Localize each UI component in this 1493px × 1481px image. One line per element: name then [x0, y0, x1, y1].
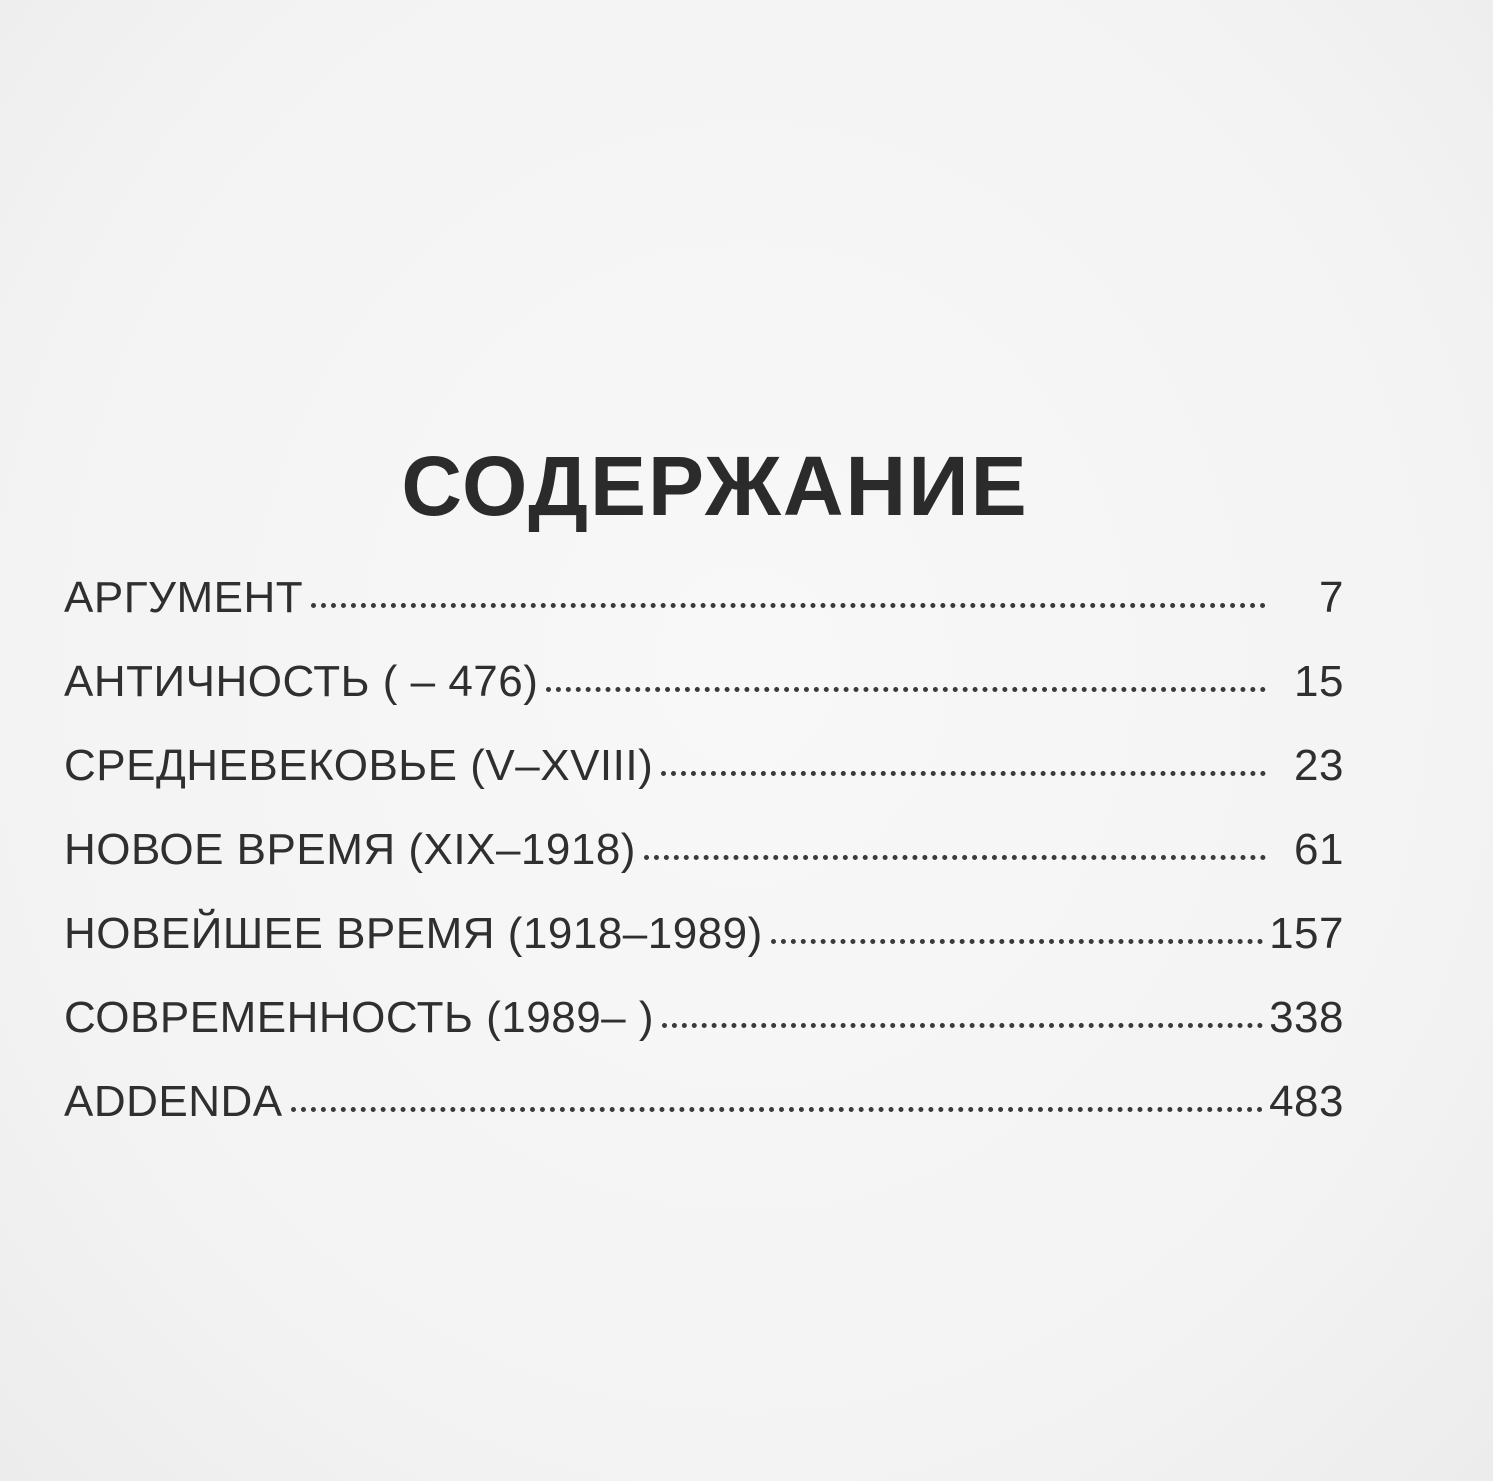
toc-entry-title: АРГУМЕНТ: [64, 573, 304, 622]
dot-leader: [311, 568, 1266, 612]
toc-entry: [64, 736, 1344, 820]
toc-entry-title: СРЕДНЕВЕКОВЬЕ (V–XVIII): [64, 741, 654, 790]
dot-leader: [291, 1072, 1263, 1116]
toc-entry-title: АНТИЧНОСТЬ ( – 476): [64, 657, 539, 706]
toc-entry-page: 15: [1294, 657, 1344, 706]
contents-heading: СОДЕРЖАНИЕ: [401, 439, 1029, 534]
toc-entry: [64, 568, 1344, 652]
toc-entry: [64, 988, 1344, 1072]
dot-leader: [546, 652, 1266, 696]
toc-entry-page: 338: [1269, 993, 1344, 1042]
toc-entry-page: 157: [1269, 909, 1344, 958]
toc-entry-page: 23: [1294, 741, 1344, 790]
toc-entry: [64, 820, 1344, 904]
toc-entry-page: 7: [1319, 573, 1344, 622]
toc-entry-page: 483: [1269, 1077, 1344, 1126]
toc-entry-title: СОВРЕМЕННОСТЬ (1989– ): [64, 993, 655, 1042]
dot-leader: [771, 904, 1263, 948]
table-of-contents: [64, 568, 1344, 1156]
dot-leader: [662, 988, 1263, 1032]
toc-entry: [64, 1072, 1344, 1156]
toc-entry-page: 61: [1294, 825, 1344, 874]
toc-entry: [64, 904, 1344, 988]
toc-entry-title: НОВОЕ ВРЕМЯ (XIX–1918): [64, 825, 636, 874]
toc-entry-title: ADDENDA: [64, 1077, 283, 1126]
toc-entry-title: НОВЕЙШЕЕ ВРЕМЯ (1918–1989): [64, 909, 763, 958]
toc-entry: [64, 652, 1344, 736]
dot-leader: [661, 736, 1266, 780]
dot-leader: [644, 820, 1266, 864]
